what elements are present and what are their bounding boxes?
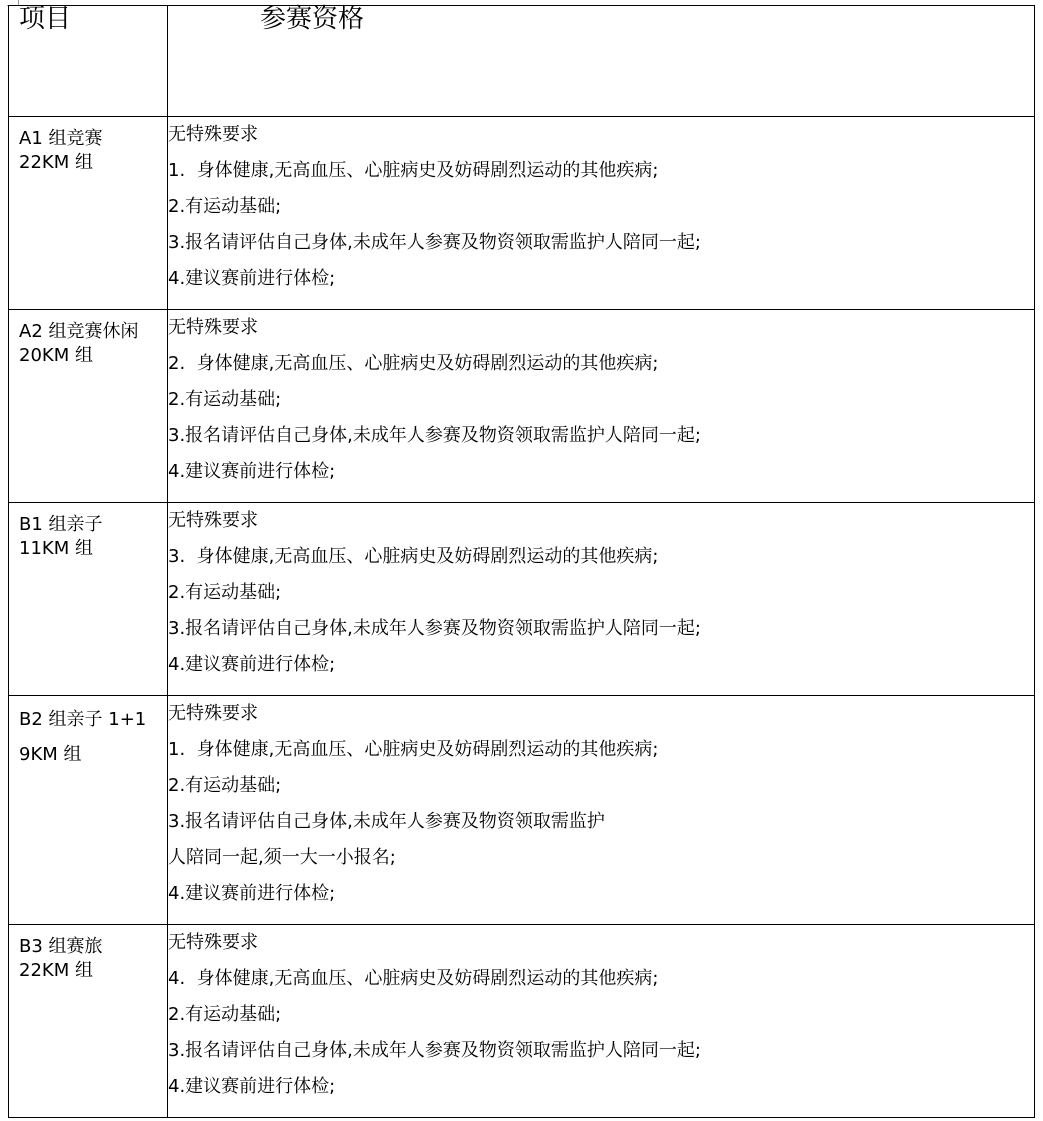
group-cell — [9, 117, 168, 310]
requirement-line: 无特殊要求 — [168, 510, 258, 531]
requirements-cell — [168, 117, 1035, 310]
table-row — [9, 925, 1035, 1118]
requirement-line: 无特殊要求 — [168, 317, 258, 338]
group-name: B2 组亲子 1+1 9KM 组 — [19, 709, 147, 765]
requirement-line: 1. 身体健康,无高血压、心脏病史及妨碍剧烈运动的其他疾病; — [168, 739, 659, 760]
group-name: A1 组竞赛 22KM 组 — [19, 128, 103, 173]
requirement-line: 2. 身体健康,无高血压、心脏病史及妨碍剧烈运动的其他疾病; — [168, 353, 659, 374]
requirement-line: 4.建议赛前进行体检; — [168, 1076, 336, 1097]
group-cell — [9, 503, 168, 696]
requirement-line: 3.报名请评估自己身体,未成年人参赛及物资领取需监护人陪同一起; — [168, 425, 701, 446]
requirement-line: 4. 身体健康,无高血压、心脏病史及妨碍剧烈运动的其他疾病; — [168, 968, 659, 989]
requirements-cell — [168, 925, 1035, 1118]
table-row — [9, 503, 1035, 696]
requirement-line: 3. 身体健康,无高血压、心脏病史及妨碍剧烈运动的其他疾病; — [168, 546, 659, 567]
requirement-line: 2.有运动基础; — [168, 775, 282, 796]
requirement-line: 4.建议赛前进行体检; — [168, 268, 336, 289]
table-header-row — [9, 6, 1035, 117]
group-cell — [9, 310, 168, 503]
requirement-line: 2.有运动基础; — [168, 389, 282, 410]
requirements-cell — [168, 310, 1035, 503]
requirement-line: 人陪同一起,须一大一小报名; — [168, 847, 396, 868]
qualification-table — [8, 5, 1035, 1118]
group-name: B3 组赛旅 22KM 组 — [19, 936, 103, 981]
requirement-line: 1. 身体健康,无高血压、心脏病史及妨碍剧烈运动的其他疾病; — [168, 160, 659, 181]
table-row — [9, 310, 1035, 503]
requirement-line: 4.建议赛前进行体检; — [168, 654, 336, 675]
header-qualification-cell — [168, 6, 1035, 117]
group-name: B1 组亲子 11KM 组 — [19, 514, 103, 559]
requirement-line: 2.有运动基础; — [168, 582, 282, 603]
requirement-line: 3.报名请评估自己身体,未成年人参赛及物资领取需监护人陪同一起; — [168, 1040, 701, 1061]
requirements-cell — [168, 503, 1035, 696]
header-item-cell — [9, 6, 168, 117]
requirement-line: 无特殊要求 — [168, 124, 258, 145]
header-qualification-label: 参赛资格 — [260, 4, 365, 34]
requirement-line: 无特殊要求 — [168, 703, 258, 724]
table-row — [9, 117, 1035, 310]
header-item-label: 项目 — [19, 4, 72, 34]
requirement-line: 4.建议赛前进行体检; — [168, 883, 336, 904]
requirement-line: 3.报名请评估自己身体,未成年人参赛及物资领取需监护人陪同一起; — [168, 232, 701, 253]
group-cell — [9, 696, 168, 925]
requirements-cell — [168, 696, 1035, 925]
group-cell — [9, 925, 168, 1118]
requirement-line: 4.建议赛前进行体检; — [168, 461, 336, 482]
requirement-line: 3.报名请评估自己身体,未成年人参赛及物资领取需监护 — [168, 811, 605, 832]
requirement-line: 2.有运动基础; — [168, 196, 282, 217]
requirement-line: 3.报名请评估自己身体,未成年人参赛及物资领取需监护人陪同一起; — [168, 618, 701, 639]
requirement-line: 无特殊要求 — [168, 932, 258, 953]
requirement-line: 2.有运动基础; — [168, 1004, 282, 1025]
table-row — [9, 696, 1035, 925]
group-name: A2 组竞赛休闲 20KM 组 — [19, 321, 139, 366]
